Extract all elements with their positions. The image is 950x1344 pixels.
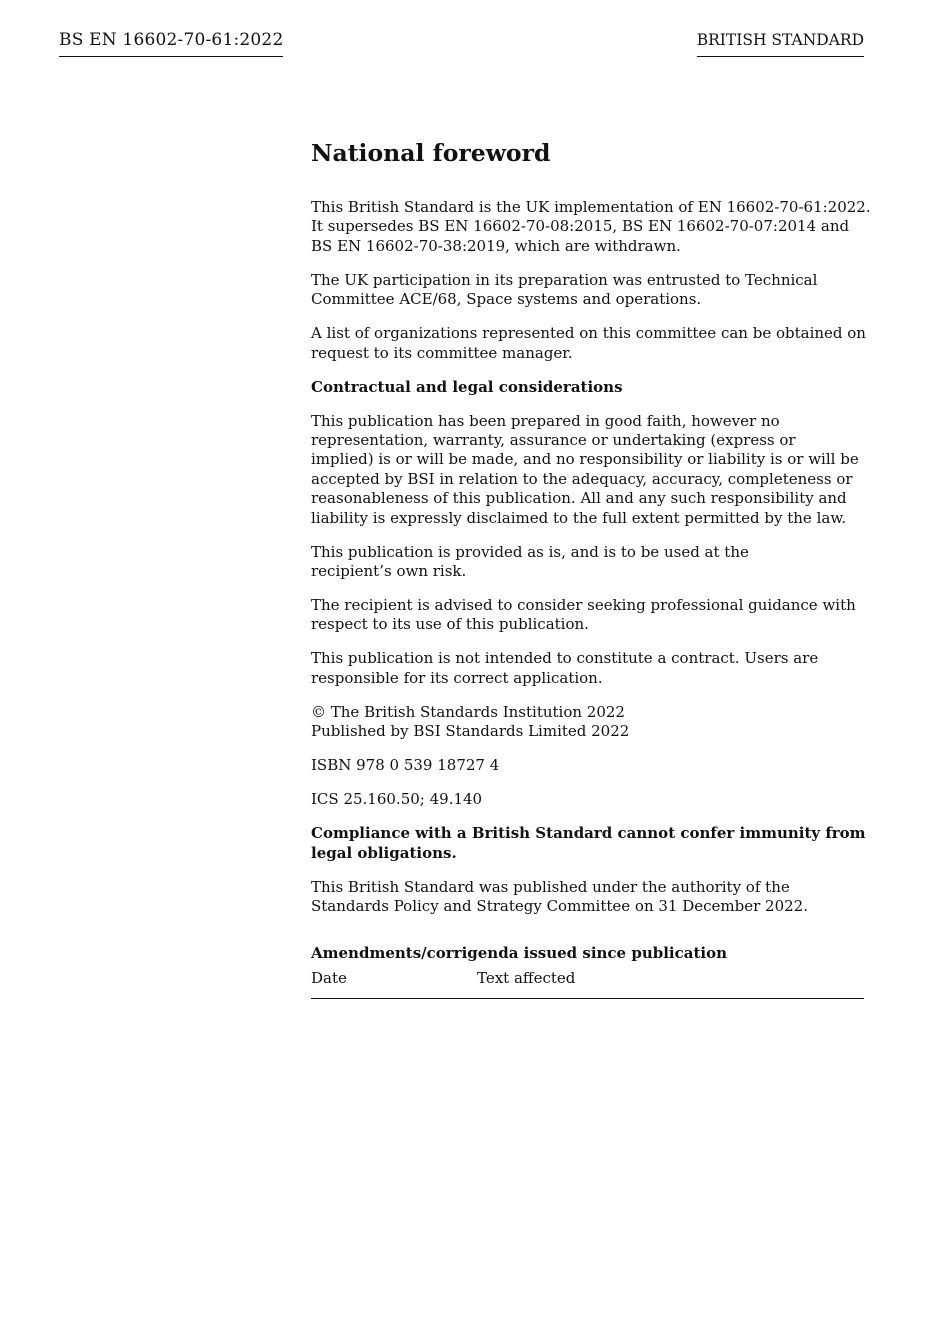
risk-paragraph bbox=[311, 543, 864, 582]
document-type: BRITISH STANDARD bbox=[697, 31, 864, 57]
disclaimer-paragraph bbox=[311, 412, 864, 528]
text-line: legal obligations. bbox=[311, 843, 457, 862]
text-line: reasonableness of this publication. All and any such responsibility and bbox=[311, 489, 847, 508]
text-line: A list of organizations represented on this committee can be obtained on bbox=[311, 324, 866, 343]
date-column-header: Date bbox=[311, 968, 347, 987]
text-line: The recipient is advised to consider seeking professional guidance with bbox=[311, 596, 856, 615]
copyright-paragraph bbox=[311, 703, 864, 742]
implementation-paragraph bbox=[311, 198, 871, 256]
participation-paragraph bbox=[311, 271, 864, 310]
text-line: recipient’s own risk. bbox=[311, 562, 467, 581]
text-line: Published by BSI Standards Limited 2022 bbox=[311, 722, 630, 741]
text-line: © The British Standards Institution 2022 bbox=[311, 702, 625, 721]
amendments-title: Amendments/corrigenda issued since publication bbox=[311, 943, 727, 962]
text-line: liability is expressly disclaimed to the full extent permitted by the law. bbox=[311, 508, 847, 527]
contractual-heading: Contractual and legal considerations bbox=[311, 377, 623, 396]
ics-codes: ICS 25.160.50; 49.140 bbox=[311, 790, 483, 809]
authority-paragraph bbox=[311, 878, 864, 917]
document-number: BS EN 16602-70-61:2022 bbox=[59, 30, 283, 57]
text-line: responsible for its correct application. bbox=[311, 668, 603, 687]
text-line: This British Standard was published under the authority of the bbox=[311, 877, 790, 896]
text-line: BS EN 16602-70-38:2019, which are withdrawn. bbox=[311, 236, 681, 255]
foreword-content bbox=[311, 138, 871, 999]
contract-paragraph bbox=[311, 649, 864, 688]
text-line: This publication is provided as is, and is to be used at the bbox=[311, 542, 749, 561]
text-affected-column-header: Text affected bbox=[477, 968, 576, 987]
text-line: This British Standard is the UK implementation of EN 16602-70-61:2022. bbox=[311, 198, 871, 216]
text-line: accepted by BSI in relation to the adequacy, accuracy, completeness or bbox=[311, 469, 853, 488]
guidance-paragraph bbox=[311, 596, 864, 635]
text-line: Compliance with a British Standard cannot confer immunity from bbox=[311, 824, 866, 843]
page-title: National foreword bbox=[311, 139, 551, 167]
text-line: request to its committee manager. bbox=[311, 343, 573, 362]
compliance-notice bbox=[311, 824, 864, 863]
text-line: This publication has been prepared in good faith, however no bbox=[311, 411, 780, 430]
isbn: ISBN 978 0 539 18727 4 bbox=[311, 756, 500, 775]
text-line: Standards Policy and Strategy Committee on 31 December 2022. bbox=[311, 897, 808, 916]
text-line: The UK participation in its preparation was entrusted to Technical bbox=[311, 270, 818, 289]
text-line: It supersedes BS EN 16602-70-08:2015, BS EN 16602-70-07:2014 and bbox=[311, 217, 850, 236]
amendments-table-header bbox=[311, 969, 864, 999]
text-line: implied) is or will be made, and no responsibility or liability is or will be bbox=[311, 450, 859, 469]
text-line: This publication is not intended to constitute a contract. Users are bbox=[311, 649, 819, 668]
text-line: respect to its use of this publication. bbox=[311, 615, 589, 634]
text-line: Committee ACE/68, Space systems and operations. bbox=[311, 290, 702, 309]
committee-paragraph bbox=[311, 324, 864, 363]
text-line: representation, warranty, assurance or undertaking (express or bbox=[311, 431, 796, 450]
